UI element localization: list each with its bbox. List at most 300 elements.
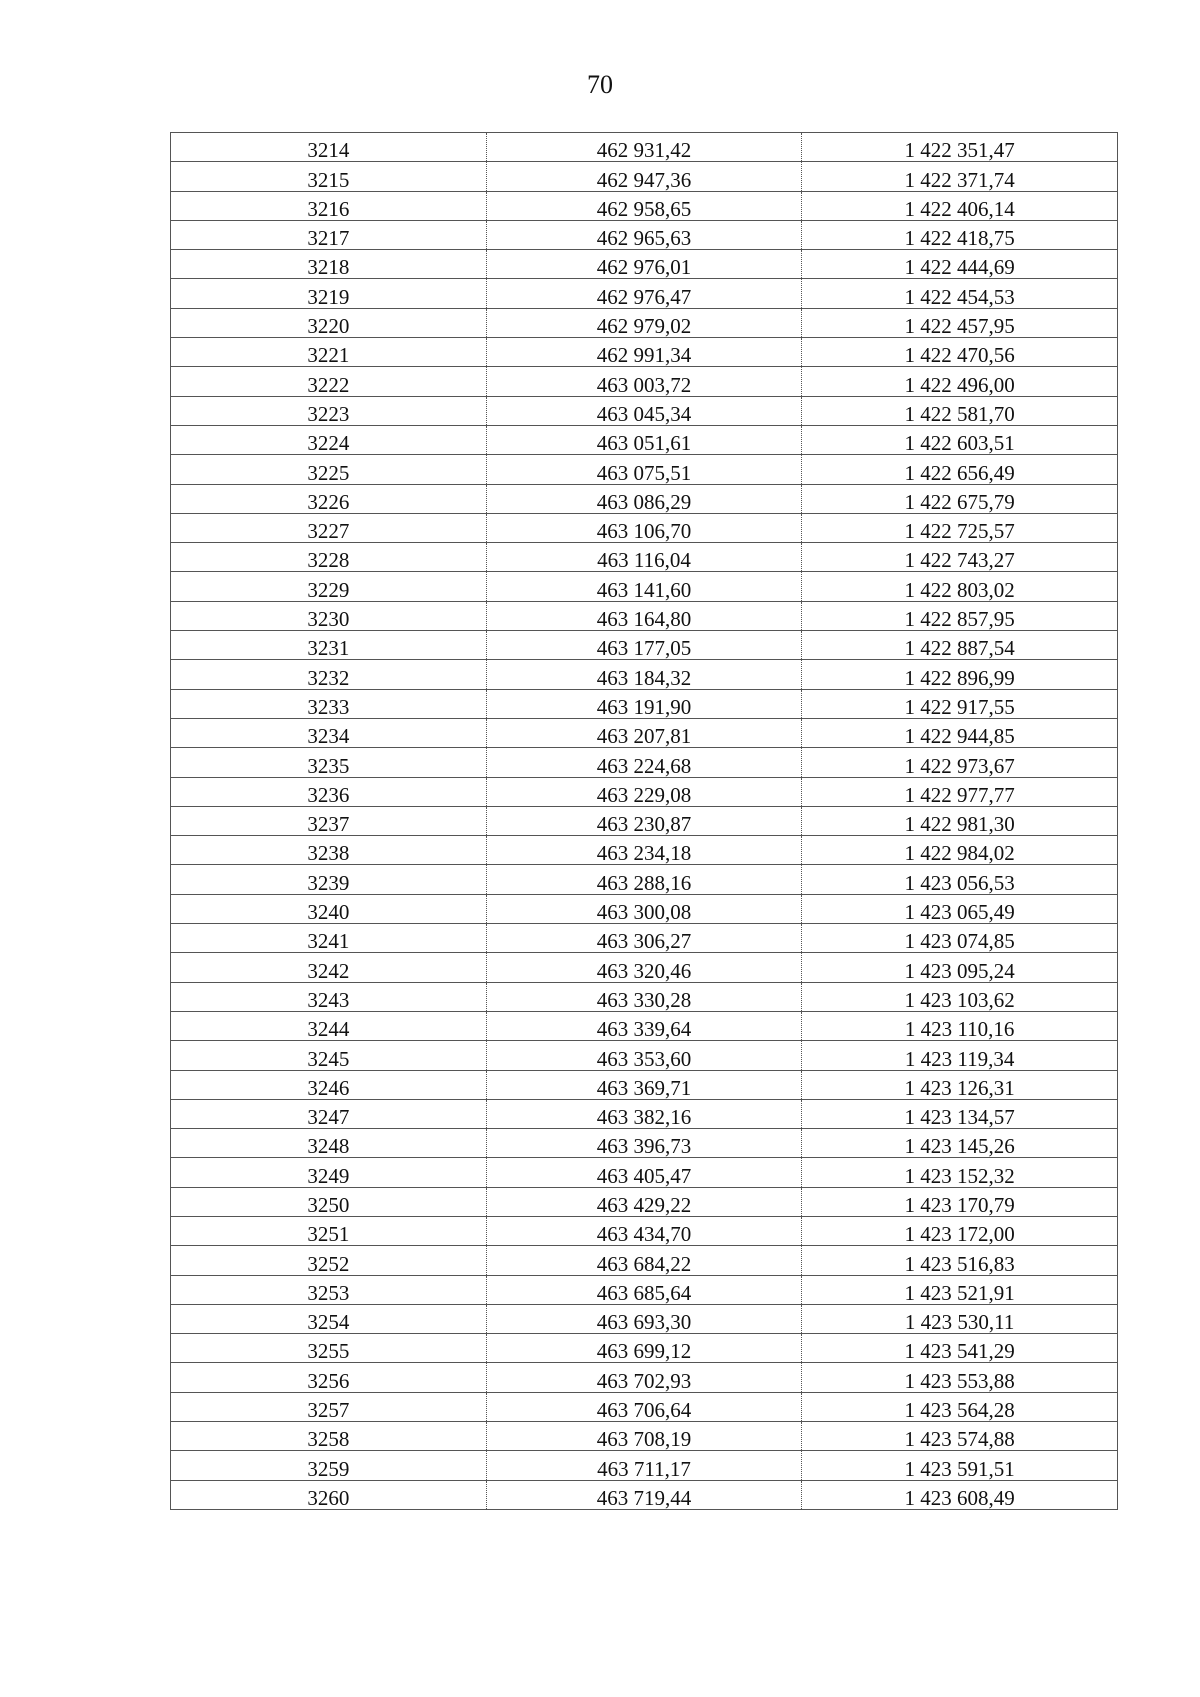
x-coordinate-text: 463 300,08 (596, 900, 692, 925)
table-row (171, 1275, 1118, 1304)
y-coordinate-text: 1 423 145,26 (904, 1134, 1015, 1159)
y-coordinate-text: 1 422 944,85 (904, 724, 1015, 749)
point-number-text: 3241 (307, 929, 350, 954)
x-coordinate-cell (486, 250, 802, 279)
point-number-cell (171, 689, 487, 718)
table-row (171, 1041, 1118, 1070)
y-coordinate-cell (802, 1422, 1118, 1451)
point-number-text: 3245 (307, 1046, 350, 1071)
table-row (171, 1392, 1118, 1421)
point-number-text: 3244 (307, 1017, 350, 1042)
x-coordinate-cell (486, 1158, 802, 1187)
y-coordinate-text: 1 423 126,31 (904, 1075, 1015, 1100)
x-coordinate-text: 462 947,36 (596, 167, 692, 192)
point-number-text: 3215 (307, 167, 350, 192)
y-coordinate-cell (802, 1187, 1118, 1216)
point-number-text: 3224 (307, 431, 350, 456)
point-number-cell (171, 250, 487, 279)
point-number-cell (171, 133, 487, 162)
table-row (171, 1216, 1118, 1245)
table-row (171, 631, 1118, 660)
point-number-cell (171, 1480, 487, 1509)
x-coordinate-text: 463 234,18 (596, 841, 692, 866)
x-coordinate-text: 463 184,32 (596, 665, 692, 690)
y-coordinate-cell (802, 220, 1118, 249)
x-coordinate-cell (486, 660, 802, 689)
point-number-cell (171, 1363, 487, 1392)
y-coordinate-text: 1 422 857,95 (904, 607, 1015, 632)
point-number-text: 3214 (307, 138, 350, 163)
x-coordinate-text: 463 229,08 (596, 782, 692, 807)
y-coordinate-cell (802, 338, 1118, 367)
table-row (171, 1099, 1118, 1128)
x-coordinate-text: 463 320,46 (596, 958, 692, 983)
point-number-text: 3219 (307, 284, 350, 309)
point-number-cell (171, 1158, 487, 1187)
x-coordinate-text: 463 177,05 (596, 636, 692, 661)
y-coordinate-cell (802, 1070, 1118, 1099)
table-row (171, 748, 1118, 777)
x-coordinate-text: 463 693,30 (596, 1310, 692, 1335)
x-coordinate-text: 463 685,64 (596, 1280, 692, 1305)
y-coordinate-text: 1 422 977,77 (904, 782, 1015, 807)
x-coordinate-text: 462 965,63 (596, 226, 692, 251)
y-coordinate-cell (802, 806, 1118, 835)
y-coordinate-text: 1 423 541,29 (904, 1339, 1015, 1364)
y-coordinate-text: 1 423 065,49 (904, 900, 1015, 925)
table-row (171, 367, 1118, 396)
x-coordinate-cell (486, 425, 802, 454)
x-coordinate-text: 463 141,60 (596, 577, 692, 602)
x-coordinate-cell (486, 279, 802, 308)
point-number-text: 3231 (307, 636, 350, 661)
point-number-text: 3223 (307, 401, 350, 426)
y-coordinate-cell (802, 191, 1118, 220)
point-number-cell (171, 748, 487, 777)
x-coordinate-cell (486, 367, 802, 396)
x-coordinate-text: 462 991,34 (596, 343, 692, 368)
point-number-text: 3237 (307, 812, 350, 837)
x-coordinate-cell (486, 865, 802, 894)
table-row (171, 250, 1118, 279)
coordinates-table (170, 132, 1118, 1510)
y-coordinate-cell (802, 689, 1118, 718)
y-coordinate-cell (802, 953, 1118, 982)
y-coordinate-text: 1 422 743,27 (904, 548, 1015, 573)
point-number-cell (171, 777, 487, 806)
y-coordinate-text: 1 422 470,56 (904, 343, 1015, 368)
x-coordinate-text: 463 706,64 (596, 1398, 692, 1423)
x-coordinate-cell (486, 1070, 802, 1099)
point-number-cell (171, 513, 487, 542)
point-number-cell (171, 1187, 487, 1216)
table-row (171, 572, 1118, 601)
point-number-text: 3254 (307, 1310, 350, 1335)
page-number: 70 (587, 70, 613, 99)
x-coordinate-cell (486, 836, 802, 865)
point-number-cell (171, 1041, 487, 1070)
table-row (171, 660, 1118, 689)
x-coordinate-text: 463 106,70 (596, 519, 692, 544)
y-coordinate-text: 1 423 110,16 (904, 1017, 1015, 1042)
x-coordinate-cell (486, 1216, 802, 1245)
y-coordinate-cell (802, 865, 1118, 894)
y-coordinate-cell (802, 455, 1118, 484)
x-coordinate-cell (486, 220, 802, 249)
point-number-cell (171, 191, 487, 220)
y-coordinate-cell (802, 1011, 1118, 1040)
table-row (171, 279, 1118, 308)
y-coordinate-text: 1 423 591,51 (904, 1456, 1015, 1481)
point-number-text: 3253 (307, 1280, 350, 1305)
y-coordinate-cell (802, 924, 1118, 953)
table-row (171, 1158, 1118, 1187)
y-coordinate-cell (802, 367, 1118, 396)
x-coordinate-cell (486, 1392, 802, 1421)
point-number-text: 3234 (307, 724, 350, 749)
y-coordinate-text: 1 422 581,70 (904, 401, 1015, 426)
x-coordinate-text: 463 230,87 (596, 812, 692, 837)
y-coordinate-text: 1 423 553,88 (904, 1368, 1015, 1393)
table-row (171, 1246, 1118, 1275)
x-coordinate-cell (486, 1480, 802, 1509)
table-row (171, 162, 1118, 191)
x-coordinate-text: 463 396,73 (596, 1134, 692, 1159)
point-number-text: 3220 (307, 314, 350, 339)
point-number-text: 3260 (307, 1485, 350, 1510)
x-coordinate-cell (486, 455, 802, 484)
point-number-text: 3217 (307, 226, 350, 251)
x-coordinate-text: 463 708,19 (596, 1427, 692, 1452)
y-coordinate-text: 1 422 803,02 (904, 577, 1015, 602)
x-coordinate-cell (486, 1363, 802, 1392)
x-coordinate-text: 463 711,17 (597, 1456, 691, 1481)
y-coordinate-cell (802, 1363, 1118, 1392)
x-coordinate-cell (486, 396, 802, 425)
table-row (171, 1304, 1118, 1333)
point-number-text: 3228 (307, 548, 350, 573)
table-row (171, 1129, 1118, 1158)
y-coordinate-cell (802, 1275, 1118, 1304)
x-coordinate-text: 463 075,51 (596, 460, 692, 485)
point-number-text: 3238 (307, 841, 350, 866)
x-coordinate-cell (486, 924, 802, 953)
y-coordinate-cell (802, 777, 1118, 806)
y-coordinate-cell (802, 250, 1118, 279)
point-number-cell (171, 572, 487, 601)
y-coordinate-cell (802, 1392, 1118, 1421)
point-number-cell (171, 1275, 487, 1304)
x-coordinate-cell (486, 953, 802, 982)
x-coordinate-cell (486, 1275, 802, 1304)
y-coordinate-cell (802, 1304, 1118, 1333)
y-coordinate-text: 1 422 981,30 (904, 812, 1015, 837)
point-number-text: 3243 (307, 987, 350, 1012)
x-coordinate-text: 463 369,71 (596, 1075, 692, 1100)
point-number-cell (171, 660, 487, 689)
x-coordinate-text: 463 306,27 (596, 929, 692, 954)
x-coordinate-text: 463 339,64 (596, 1017, 692, 1042)
y-coordinate-cell (802, 396, 1118, 425)
y-coordinate-cell (802, 1451, 1118, 1480)
y-coordinate-text: 1 423 574,88 (904, 1427, 1015, 1452)
x-coordinate-text: 463 164,80 (596, 607, 692, 632)
table-row (171, 1451, 1118, 1480)
y-coordinate-cell (802, 484, 1118, 513)
x-coordinate-cell (486, 1451, 802, 1480)
table-row (171, 836, 1118, 865)
x-coordinate-cell (486, 1334, 802, 1363)
point-number-cell (171, 1392, 487, 1421)
table-row (171, 1363, 1118, 1392)
y-coordinate-cell (802, 718, 1118, 747)
y-coordinate-cell (802, 279, 1118, 308)
point-number-text: 3218 (307, 255, 350, 280)
point-number-text: 3255 (307, 1339, 350, 1364)
x-coordinate-text: 463 224,68 (596, 753, 692, 778)
x-coordinate-text: 462 976,47 (596, 284, 692, 309)
point-number-cell (171, 162, 487, 191)
y-coordinate-text: 1 423 608,49 (904, 1485, 1015, 1510)
table-row (171, 133, 1118, 162)
x-coordinate-text: 463 207,81 (596, 724, 692, 749)
y-coordinate-text: 1 423 516,83 (904, 1251, 1015, 1276)
table-row (171, 513, 1118, 542)
x-coordinate-cell (486, 162, 802, 191)
point-number-text: 3252 (307, 1251, 350, 1276)
point-number-cell (171, 1216, 487, 1245)
x-coordinate-text: 463 382,16 (596, 1105, 692, 1130)
point-number-text: 3256 (307, 1368, 350, 1393)
y-coordinate-text: 1 423 170,79 (904, 1192, 1015, 1217)
table-row (171, 1187, 1118, 1216)
y-coordinate-cell (802, 162, 1118, 191)
x-coordinate-text: 463 116,04 (597, 548, 691, 573)
x-coordinate-cell (486, 777, 802, 806)
point-number-text: 3230 (307, 607, 350, 632)
y-coordinate-cell (802, 133, 1118, 162)
point-number-cell (171, 543, 487, 572)
y-coordinate-cell (802, 836, 1118, 865)
y-coordinate-cell (802, 1480, 1118, 1509)
y-coordinate-cell (802, 660, 1118, 689)
y-coordinate-cell (802, 308, 1118, 337)
table-row (171, 894, 1118, 923)
point-number-text: 3222 (307, 372, 350, 397)
point-number-cell (171, 1129, 487, 1158)
point-number-cell (171, 601, 487, 630)
x-coordinate-cell (486, 572, 802, 601)
point-number-cell (171, 953, 487, 982)
point-number-text: 3229 (307, 577, 350, 602)
y-coordinate-text: 1 422 675,79 (904, 489, 1015, 514)
table-row (171, 601, 1118, 630)
y-coordinate-text: 1 422 973,67 (904, 753, 1015, 778)
y-coordinate-cell (802, 1129, 1118, 1158)
point-number-text: 3248 (307, 1134, 350, 1159)
y-coordinate-text: 1 423 134,57 (904, 1105, 1015, 1130)
point-number-text: 3259 (307, 1456, 350, 1481)
y-coordinate-cell (802, 425, 1118, 454)
x-coordinate-text: 463 045,34 (596, 401, 692, 426)
y-coordinate-text: 1 422 917,55 (904, 694, 1015, 719)
point-number-text: 3235 (307, 753, 350, 778)
point-number-cell (171, 982, 487, 1011)
x-coordinate-cell (486, 191, 802, 220)
point-number-cell (171, 279, 487, 308)
y-coordinate-text: 1 422 656,49 (904, 460, 1015, 485)
x-coordinate-cell (486, 748, 802, 777)
y-coordinate-text: 1 422 418,75 (904, 226, 1015, 251)
x-coordinate-cell (486, 1129, 802, 1158)
table-row (171, 982, 1118, 1011)
y-coordinate-text: 1 422 351,47 (904, 138, 1015, 163)
table-row (171, 718, 1118, 747)
point-number-text: 3233 (307, 694, 350, 719)
x-coordinate-cell (486, 1099, 802, 1128)
x-coordinate-text: 462 931,42 (596, 138, 692, 163)
table-row (171, 425, 1118, 454)
point-number-text: 3225 (307, 460, 350, 485)
x-coordinate-cell (486, 1304, 802, 1333)
point-number-text: 3249 (307, 1163, 350, 1188)
x-coordinate-cell (486, 982, 802, 1011)
table-row (171, 1480, 1118, 1509)
point-number-text: 3232 (307, 665, 350, 690)
x-coordinate-text: 463 702,93 (596, 1368, 692, 1393)
y-coordinate-cell (802, 1246, 1118, 1275)
point-number-cell (171, 1011, 487, 1040)
y-coordinate-text: 1 423 056,53 (904, 870, 1015, 895)
point-number-text: 3258 (307, 1427, 350, 1452)
x-coordinate-text: 462 976,01 (596, 255, 692, 280)
point-number-cell (171, 308, 487, 337)
y-coordinate-text: 1 422 603,51 (904, 431, 1015, 456)
y-coordinate-cell (802, 1216, 1118, 1245)
table-row (171, 1070, 1118, 1099)
x-coordinate-text: 463 699,12 (596, 1339, 692, 1364)
x-coordinate-cell (486, 689, 802, 718)
y-coordinate-cell (802, 1334, 1118, 1363)
y-coordinate-cell (802, 1041, 1118, 1070)
y-coordinate-text: 1 423 564,28 (904, 1398, 1015, 1423)
x-coordinate-text: 463 288,16 (596, 870, 692, 895)
point-number-text: 3257 (307, 1398, 350, 1423)
point-number-cell (171, 1246, 487, 1275)
x-coordinate-text: 463 353,60 (596, 1046, 692, 1071)
table-row (171, 806, 1118, 835)
x-coordinate-cell (486, 601, 802, 630)
x-coordinate-text: 463 051,61 (596, 431, 692, 456)
y-coordinate-cell (802, 982, 1118, 1011)
point-number-text: 3251 (307, 1222, 350, 1247)
table-body (171, 133, 1118, 1510)
point-number-cell (171, 865, 487, 894)
x-coordinate-text: 463 086,29 (596, 489, 692, 514)
x-coordinate-cell (486, 718, 802, 747)
x-coordinate-cell (486, 484, 802, 513)
x-coordinate-cell (486, 631, 802, 660)
point-number-text: 3242 (307, 958, 350, 983)
point-number-cell (171, 924, 487, 953)
point-number-text: 3221 (307, 343, 350, 368)
point-number-text: 3226 (307, 489, 350, 514)
table-row (171, 924, 1118, 953)
point-number-cell (171, 1099, 487, 1128)
y-coordinate-cell (802, 543, 1118, 572)
x-coordinate-text: 463 003,72 (596, 372, 692, 397)
y-coordinate-text: 1 422 725,57 (904, 519, 1015, 544)
table-row (171, 865, 1118, 894)
point-number-cell (171, 220, 487, 249)
table-row (171, 396, 1118, 425)
table-row (171, 1011, 1118, 1040)
point-number-text: 3247 (307, 1105, 350, 1130)
y-coordinate-text: 1 422 406,14 (904, 196, 1015, 221)
x-coordinate-text: 463 405,47 (596, 1163, 692, 1188)
y-coordinate-text: 1 423 074,85 (904, 929, 1015, 954)
x-coordinate-text: 462 958,65 (596, 196, 692, 221)
x-coordinate-cell (486, 133, 802, 162)
y-coordinate-cell (802, 572, 1118, 601)
x-coordinate-text: 463 434,70 (596, 1222, 692, 1247)
point-number-cell (171, 367, 487, 396)
point-number-text: 3227 (307, 519, 350, 544)
x-coordinate-cell (486, 1422, 802, 1451)
x-coordinate-text: 463 719,44 (596, 1485, 692, 1510)
table-row (171, 1422, 1118, 1451)
y-coordinate-text: 1 422 496,00 (904, 372, 1015, 397)
table-row (171, 220, 1118, 249)
point-number-text: 3236 (307, 782, 350, 807)
y-coordinate-cell (802, 1158, 1118, 1187)
x-coordinate-cell (486, 1041, 802, 1070)
y-coordinate-text: 1 422 457,95 (904, 314, 1015, 339)
table-row (171, 689, 1118, 718)
point-number-cell (171, 1070, 487, 1099)
table-row (171, 191, 1118, 220)
table-row (171, 308, 1118, 337)
point-number-cell (171, 396, 487, 425)
x-coordinate-text: 463 684,22 (596, 1251, 692, 1276)
x-coordinate-text: 463 191,90 (596, 694, 692, 719)
point-number-cell (171, 806, 487, 835)
y-coordinate-cell (802, 894, 1118, 923)
point-number-text: 3246 (307, 1075, 350, 1100)
y-coordinate-cell (802, 1099, 1118, 1128)
x-coordinate-text: 463 429,22 (596, 1192, 692, 1217)
y-coordinate-cell (802, 513, 1118, 542)
table-row (171, 543, 1118, 572)
point-number-text: 3240 (307, 900, 350, 925)
y-coordinate-text: 1 423 172,00 (904, 1222, 1015, 1247)
x-coordinate-cell (486, 338, 802, 367)
x-coordinate-cell (486, 1246, 802, 1275)
point-number-cell (171, 836, 487, 865)
point-number-cell (171, 484, 487, 513)
table-row (171, 777, 1118, 806)
y-coordinate-text: 1 422 444,69 (904, 255, 1015, 280)
table-row (171, 455, 1118, 484)
point-number-cell (171, 338, 487, 367)
x-coordinate-text: 462 979,02 (596, 314, 692, 339)
y-coordinate-cell (802, 631, 1118, 660)
y-coordinate-text: 1 423 095,24 (904, 958, 1015, 983)
point-number-text: 3216 (307, 196, 350, 221)
point-number-cell (171, 631, 487, 660)
point-number-cell (171, 1334, 487, 1363)
point-number-text: 3250 (307, 1192, 350, 1217)
